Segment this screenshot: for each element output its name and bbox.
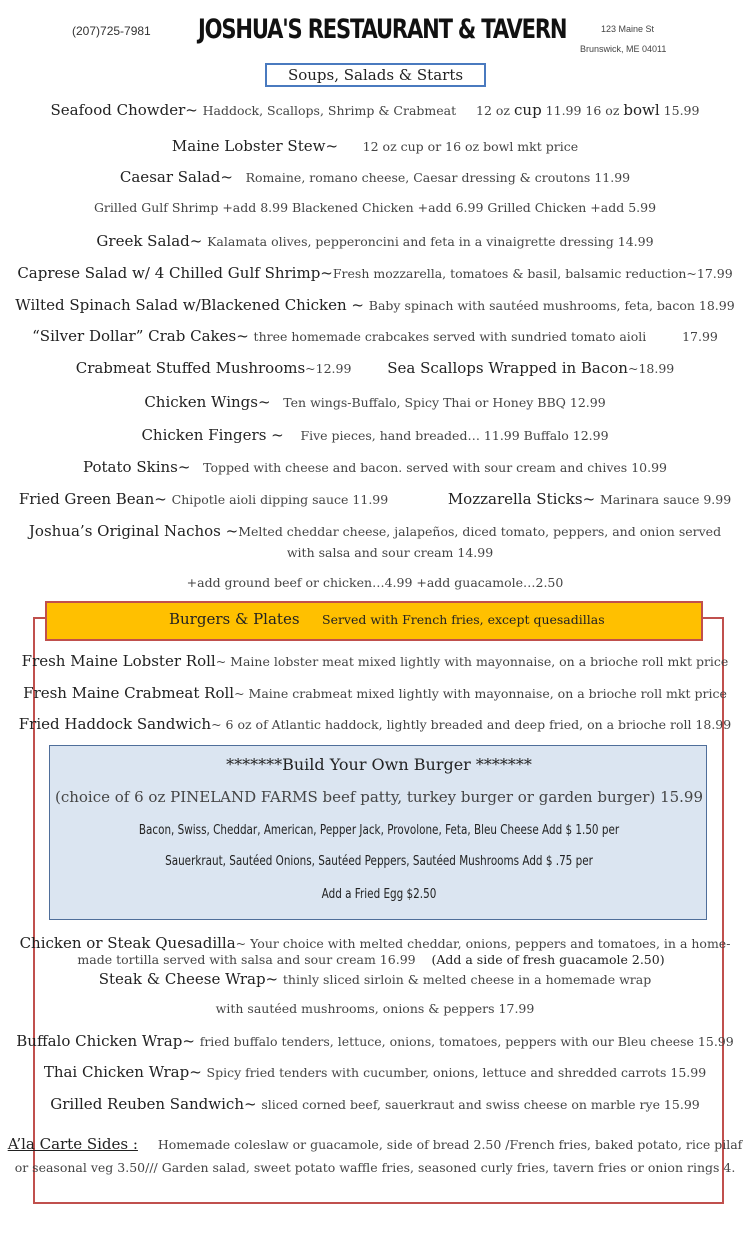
sides-heading: A’la Carte Sides : (7, 1135, 138, 1153)
menu-item-nachos: Joshua’s Original Nachos ~Melted cheddar cheese, jalapeños, diced tomato, peppers, and onion served (28, 522, 722, 540)
section-heading-burgers (45, 601, 703, 641)
sides-line-1: A’la Carte Sides : Homemade coleslaw or guacamole, side of bread 2.50 /French fries, baked potato, rice pilaf (7, 1135, 743, 1153)
quesadilla-desc-line-2: made tortilla served with salsa and sour cream 16.99 (Add a side of fresh guacamole 2.50) (77, 952, 665, 967)
menu-item-chicken-fingers: Chicken Fingers ~ Five pieces, hand breaded… 11.99 Buffalo 12.99 (141, 426, 609, 444)
nachos-desc-line-2: with salsa and sour cream 14.99 (286, 545, 494, 560)
caesar-addons: Grilled Gulf Shrimp +add 8.99 Blackened Chicken +add 6.99 Grilled Chicken +add 5.99 (93, 200, 657, 215)
address-line-1: 123 Maine St (601, 24, 655, 34)
byo-add-egg: Add a Fried Egg $2.50 (321, 887, 437, 902)
build-your-own-burger-box (49, 745, 707, 920)
menu-item-potato-skins: Potato Skins~ Topped with cheese and bacon. served with sour cream and chives 10.99 (83, 458, 667, 476)
menu-item-crab-cakes: “Silver Dollar” Crab Cakes~ three homemade crabcakes served with sundried tomato aioli 17.99 (32, 327, 718, 345)
phone-number: (207)725-7981 (72, 24, 151, 38)
byo-choice: (choice of 6 oz PINELAND FARMS beef patty, turkey burger or garden burger) 15.99 (54, 788, 704, 806)
burgers-heading: Burgers & Plates (169, 610, 300, 628)
menu-item-quesadilla: Chicken or Steak Quesadilla~ Your choice with melted cheddar, onions, peppers and tomatoes, in a home- (19, 934, 731, 952)
menu-item-buffalo-wrap: Buffalo Chicken Wrap~ fried buffalo tenders, lettuce, onions, tomatoes, peppers with our Bleu cheese 15.99 (16, 1032, 734, 1050)
byo-add-cheese: Bacon, Swiss, Cheddar, American, Pepper Jack, Provolone, Feta, Bleu Cheese Add $ 1.50 per (138, 823, 620, 838)
section-heading-soups: Soups, Salads & Starts (265, 63, 486, 87)
menu-item-steak-wrap: Steak & Cheese Wrap~ thinly sliced sirloin & melted cheese in a homemade wrap (98, 970, 652, 988)
menu-item-crabmeat-roll: Fresh Maine Crabmeat Roll~ Maine crabmeat mixed lightly with mayonnaise, on a brioche roll mkt price (23, 684, 727, 702)
steak-wrap-desc-line-2: with sautéed mushrooms, onions & peppers 17.99 (215, 1001, 535, 1016)
menu-item-mushrooms-scallops: Crabmeat Stuffed Mushrooms~12.99 Sea Scallops Wrapped in Bacon~18.99 (75, 359, 675, 377)
menu-item-lobster-roll: Fresh Maine Lobster Roll~ Maine lobster meat mixed lightly with mayonnaise, on a brioche roll mkt price (21, 652, 729, 670)
burgers-subheading: Served with French fries, except quesadillas (322, 612, 605, 627)
menu-item-green-bean-mozz: Fried Green Bean~ Chipotle aioli dipping sauce 11.99 Mozzarella Sticks~ Marinara sauce 9.99 (18, 490, 732, 508)
byo-add-veg: Sauerkraut, Sautéed Onions, Sautéed Peppers, Sautéed Mushrooms Add $ .75 per (165, 854, 593, 869)
menu-item-caesar-salad: Caesar Salad~ Romaine, romano cheese, Caesar dressing & croutons 11.99 (119, 168, 631, 186)
address-line-2: Brunswick, ME 04011 (580, 44, 667, 54)
menu-item-reuben: Grilled Reuben Sandwich~ sliced corned beef, sauerkraut and swiss cheese on marble rye 15.99 (50, 1095, 700, 1113)
nachos-addons: +add ground beef or chicken…4.99 +add guacamole…2.50 (186, 575, 564, 590)
menu-item-thai-wrap: Thai Chicken Wrap~ Spicy fried tenders with cucumber, onions, lettuce and shredded carrots 15.99 (43, 1063, 707, 1081)
menu-item-caprese-salad: Caprese Salad w/ 4 Chilled Gulf Shrimp~Fresh mozzarella, tomatoes & basil, balsamic reduction~17.99 (17, 264, 733, 282)
byo-title: *******Build Your Own Burger ******* (226, 755, 532, 774)
menu-item-lobster-stew: Maine Lobster Stew~ 12 oz cup or 16 oz bowl mkt price (171, 137, 579, 155)
menu-item-seafood-chowder: Seafood Chowder~ Haddock, Scallops, Shrimp & Crabmeat 12 oz cup 11.99 16 oz bowl 15.99 (50, 101, 700, 119)
menu-item-chicken-wings: Chicken Wings~ Ten wings-Buffalo, Spicy Thai or Honey BBQ 12.99 (144, 393, 606, 411)
menu-item-haddock-sandwich: Fried Haddock Sandwich~ 6 oz of Atlantic haddock, lightly breaded and deep fried, on a brioche roll 18.99 (18, 715, 732, 733)
menu-item-spinach-salad: Wilted Spinach Salad w/Blackened Chicken ~ Baby spinach with sautéed mushrooms, feta, bacon 18.99 (15, 296, 735, 314)
menu-item-greek-salad: Greek Salad~ Kalamata olives, pepperoncini and feta in a vinaigrette dressing 14.99 (96, 232, 654, 250)
sides-line-2: or seasonal veg 3.50/// Garden salad, sweet potato waffle fries, seasoned curly fries, tavern fries or onion rings 4. (14, 1160, 736, 1175)
restaurant-title: JOSHUA'S RESTAURANT & TAVERN (198, 14, 567, 45)
